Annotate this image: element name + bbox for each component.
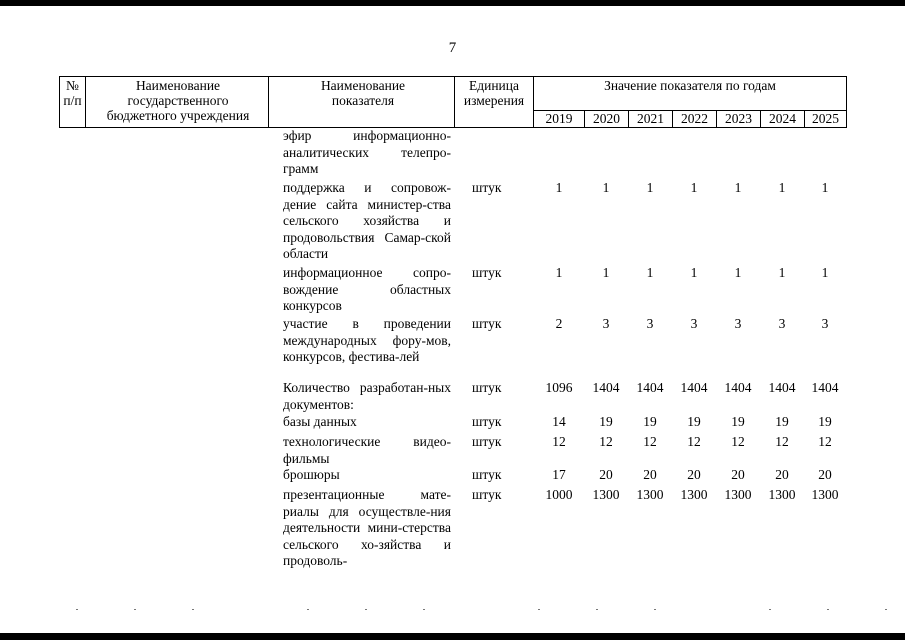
- row-value: 12: [599, 434, 613, 449]
- scan-speck: [654, 609, 656, 610]
- header-year: 2019: [545, 111, 573, 126]
- row-value: 1300: [768, 487, 796, 502]
- row-value: 20: [687, 467, 701, 482]
- header-separator: [85, 76, 86, 128]
- row-value: 1300: [592, 487, 620, 502]
- row-indicator: эфир информационно-аналитических телепро-грамм: [283, 128, 451, 176]
- row-value: 20: [731, 467, 745, 482]
- header-col-values: Значение показателя по годам: [604, 78, 776, 93]
- row-value: 3: [821, 316, 829, 331]
- row-value: 19: [643, 414, 657, 429]
- row-value: 19: [818, 414, 832, 429]
- row-value: 1300: [680, 487, 708, 502]
- row-value: 3: [646, 316, 654, 331]
- row-value: 1: [778, 265, 786, 280]
- row-value: 3: [778, 316, 786, 331]
- header-year: 2024: [769, 111, 796, 126]
- row-value: 12: [731, 434, 745, 449]
- row-value: 1300: [724, 487, 752, 502]
- header-col-indicator: Наименование показателя: [320, 78, 406, 108]
- scan-speck: [192, 609, 194, 610]
- scan-noise: [0, 609, 905, 615]
- row-value: 1: [778, 180, 786, 195]
- row-value: 3: [602, 316, 610, 331]
- header-year: 2023: [725, 111, 752, 126]
- row-indicator: базы данных: [283, 414, 357, 429]
- row-value: 12: [552, 434, 566, 449]
- header-bottom-rule: [59, 127, 847, 128]
- row-value: 1: [690, 180, 698, 195]
- row-unit: штук: [472, 434, 502, 449]
- row-value: 1: [646, 265, 654, 280]
- row-unit: штук: [472, 414, 502, 429]
- header-border-right: [846, 76, 847, 128]
- row-value: 12: [643, 434, 657, 449]
- row-unit: штук: [472, 380, 502, 395]
- scan-speck: [365, 609, 367, 610]
- row-unit: штук: [472, 180, 502, 195]
- row-value: 1404: [636, 380, 664, 395]
- row-value: 1000: [545, 487, 573, 502]
- row-indicator: поддержка и сопровож-дение сайта министер-ства сельского хозяйства и продовольствия Самар-ской области: [283, 180, 451, 261]
- header-year: 2020: [593, 111, 620, 126]
- row-unit: штук: [472, 487, 502, 502]
- row-unit: штук: [472, 316, 502, 331]
- row-value: 1: [646, 180, 654, 195]
- header-col-institution: Наименование государственного бюджетного учреждения: [106, 78, 250, 123]
- row-value: 12: [687, 434, 701, 449]
- row-value: 1096: [545, 380, 573, 395]
- row-value: 19: [775, 414, 789, 429]
- scan-border-top: [0, 0, 905, 6]
- row-unit: штук: [472, 467, 502, 482]
- row-value: 1: [555, 265, 563, 280]
- scan-speck: [769, 609, 771, 610]
- scan-speck: [827, 609, 829, 610]
- row-indicator: Количество разработан-ных документов:: [283, 380, 451, 412]
- row-value: 1404: [811, 380, 839, 395]
- row-value: 1300: [636, 487, 664, 502]
- header-col-number: № п/п: [63, 78, 82, 108]
- row-value: 1: [734, 265, 742, 280]
- row-value: 3: [690, 316, 698, 331]
- row-value: 1: [821, 180, 829, 195]
- row-value: 1: [821, 265, 829, 280]
- row-value: 19: [599, 414, 613, 429]
- row-value: 2: [555, 316, 563, 331]
- row-value: 17: [552, 467, 566, 482]
- row-indicator: информационное сопро-вождение областных конкурсов: [283, 265, 451, 313]
- row-value: 1: [690, 265, 698, 280]
- header-year: 2025: [812, 111, 839, 126]
- header-top-rule: [59, 76, 847, 77]
- row-value: 20: [643, 467, 657, 482]
- row-value: 19: [731, 414, 745, 429]
- row-indicator: участие в проведении международных фору-мов, конкурсов, фестива-лей: [283, 316, 451, 364]
- scan-border-bottom: [0, 633, 905, 640]
- header-year: 2022: [681, 111, 708, 126]
- row-value: 20: [818, 467, 832, 482]
- scan-speck: [538, 609, 540, 610]
- row-indicator: технологические видео-фильмы: [283, 434, 451, 466]
- page-number: 7: [448, 40, 457, 56]
- scan-speck: [596, 609, 598, 610]
- row-value: 14: [552, 414, 566, 429]
- row-value: 20: [599, 467, 613, 482]
- row-indicator: брошюры: [283, 467, 340, 482]
- header-year: 2021: [637, 111, 664, 126]
- row-unit: штук: [472, 265, 502, 280]
- row-value: 12: [818, 434, 832, 449]
- scan-speck: [423, 609, 425, 610]
- row-value: 1300: [811, 487, 839, 502]
- row-value: 1404: [680, 380, 708, 395]
- scan-speck: [134, 609, 136, 610]
- scan-speck: [76, 609, 78, 610]
- scan-speck: [307, 609, 309, 610]
- row-indicator: презентационные мате-риалы для осуществле-ния деятельности мини-стерства сельского хо-зяйства и продоволь-: [283, 487, 451, 568]
- row-value: 1404: [724, 380, 752, 395]
- row-value: 1: [555, 180, 563, 195]
- row-value: 1: [602, 180, 610, 195]
- row-value: 19: [687, 414, 701, 429]
- scan-speck: [885, 609, 887, 610]
- row-value: 1404: [768, 380, 796, 395]
- row-value: 20: [775, 467, 789, 482]
- row-value: 12: [775, 434, 789, 449]
- header-separator: [268, 76, 269, 128]
- row-value: 1404: [592, 380, 620, 395]
- row-value: 1: [602, 265, 610, 280]
- row-value: 3: [734, 316, 742, 331]
- row-value: 1: [734, 180, 742, 195]
- header-col-unit: Единица измерения: [463, 78, 525, 108]
